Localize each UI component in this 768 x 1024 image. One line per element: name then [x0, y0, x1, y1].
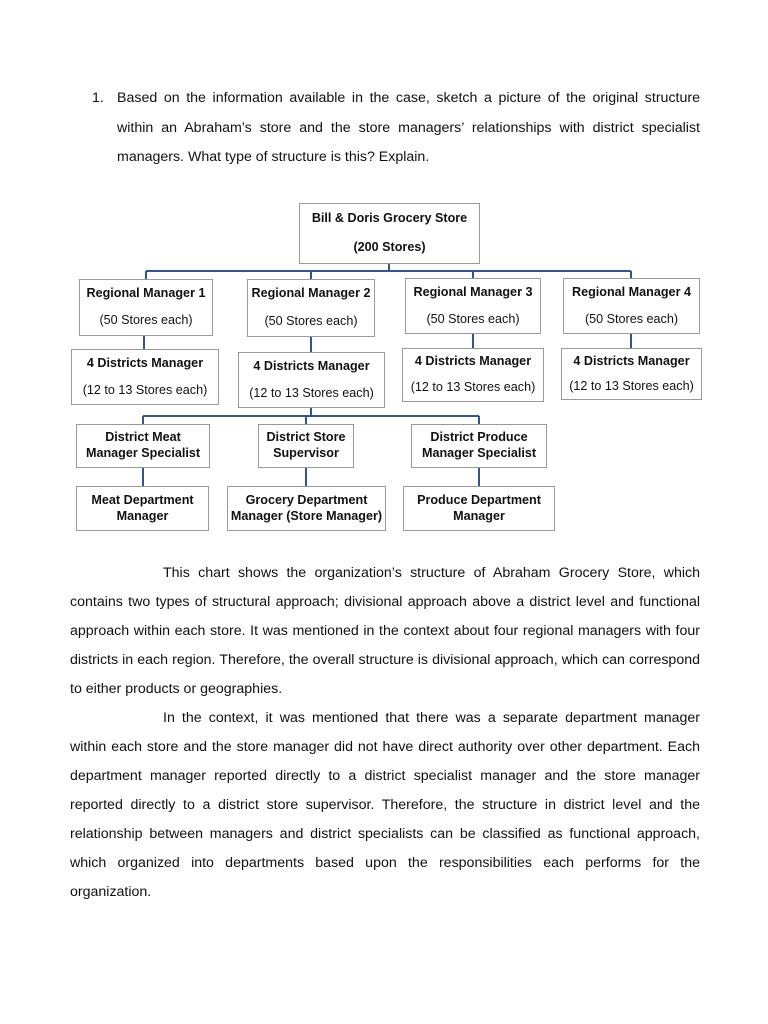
specialist-line1: District Store: [266, 430, 346, 445]
regional-store-count: (50 Stores each): [426, 311, 520, 326]
paragraph-2-text: In the context, it was mentioned that there was a separate department manager within each store and the store manager did not have direct authority over other department. Each department manager reported directly to a district specialist manager and the store manager reported directly to a district store supervisor. Therefore, the structure in district level and the relationship between managers and district specialists can be classified as functional approach, which organized into departments based upon the responsibilities each performs for the organization.: [70, 710, 700, 900]
district-manager-box: [402, 348, 544, 402]
district-store-count: (12 to 13 Stores each): [569, 378, 694, 393]
department-line1: Produce Department: [417, 492, 541, 507]
root-title: Bill & Doris Grocery Store: [311, 210, 468, 225]
district-title: 4 Districts Manager: [573, 353, 690, 368]
regional-manager-box: [79, 279, 213, 336]
root-box: [299, 203, 480, 264]
regional-store-count: (50 Stores each): [99, 313, 193, 328]
specialist-line1: District Meat: [105, 430, 181, 445]
district-store-count: (12 to 13 Stores each): [249, 385, 374, 400]
regional-title: Regional Manager 3: [413, 284, 533, 299]
department-line1: Grocery Department: [245, 492, 368, 507]
question-number: 1.: [92, 90, 104, 106]
department-box-produce: [403, 486, 555, 531]
paragraph-1: [70, 559, 700, 704]
specialist-box-meat: [76, 424, 210, 468]
department-line2: Manager: [116, 508, 169, 523]
specialist-box-store: [258, 424, 354, 468]
regional-store-count: (50 Stores each): [584, 311, 679, 326]
district-manager-box: [71, 349, 219, 405]
specialist-line2: Supervisor: [273, 446, 339, 460]
regional-title: Regional Manager 4: [572, 284, 691, 299]
department-box-meat: [76, 486, 209, 531]
specialist-line1: District Produce: [430, 430, 528, 445]
district-title: 4 Districts Manager: [86, 355, 204, 370]
department-box-grocery: [227, 486, 386, 531]
district-store-count: (12 to 13 Stores each): [82, 382, 208, 397]
district-store-count: (12 to 13 Stores each): [410, 380, 536, 395]
regional-manager-box: [563, 278, 700, 334]
paragraph-2: [70, 704, 700, 907]
district-title: 4 Districts Manager: [253, 358, 370, 373]
root-store-count: (200 Stores): [353, 240, 426, 255]
department-line1: Meat Department: [91, 492, 194, 507]
regional-store-count: (50 Stores each): [264, 314, 358, 329]
regional-manager-box: [405, 278, 541, 334]
district-title: 4 Districts Manager: [414, 354, 532, 369]
specialist-line2: Manager Specialist: [85, 446, 201, 460]
district-manager-box: [238, 352, 385, 408]
regional-manager-box: [247, 279, 375, 337]
question-text: Based on the information available in the case, sketch a picture of the original structure within an Abraham’s store and the store managers’ relationships with district specialist managers. What type of structure is this? Explain.: [117, 90, 700, 165]
paragraph-1-text: This chart shows the organization’s structure of Abraham Grocery Store, which contains two types of structural approach; divisional approach above a district level and functional approach within each store. It was mentioned in the context about four regional managers with four districts in each region. Therefore, the overall structure is divisional approach, which can correspond to either products or geographies.: [70, 565, 700, 697]
regional-title: Regional Manager 1: [86, 285, 206, 300]
department-line2: Manager (Store Manager): [230, 508, 383, 523]
department-line2: Manager: [453, 508, 505, 523]
specialist-box-produce: [411, 424, 547, 468]
specialist-line2: Manager Specialist: [421, 446, 537, 460]
regional-title: Regional Manager 2: [251, 286, 371, 301]
district-manager-box: [561, 348, 702, 400]
